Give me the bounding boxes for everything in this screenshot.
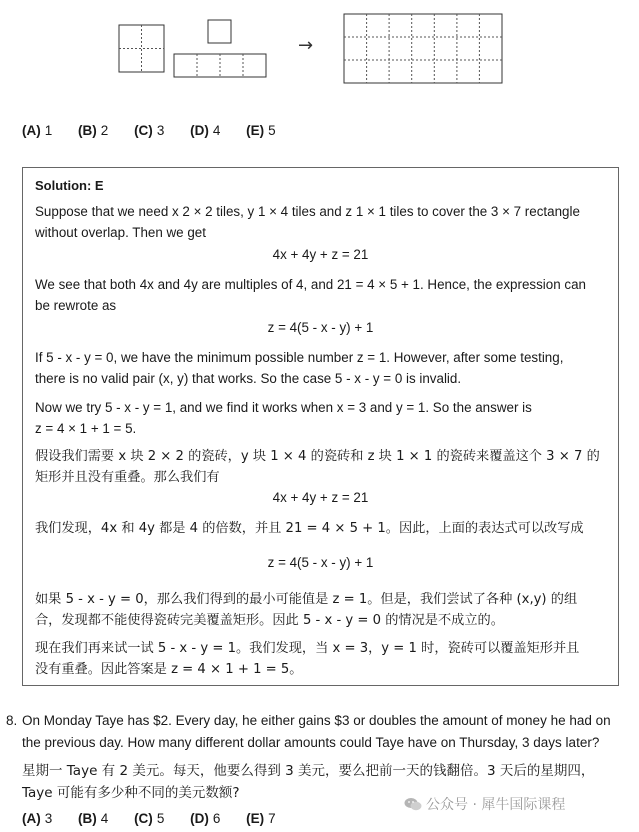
question-number: 8. — [6, 713, 18, 728]
choice-c[interactable]: (C) 3 — [134, 123, 165, 138]
previous-answer-choices — [22, 123, 298, 138]
solution-cn-paragraph-2: 我们发现，4x 和 4y 都是 4 的倍数，并且 21 = 4 × 5 + 1。因此，上面的表达式可以改写成 — [35, 521, 584, 536]
arrow-icon: → — [298, 35, 314, 56]
question-8-en: On Monday Taye has $2. Every day, he either gains $3 or doubles the amount of money he had on the previous day. How many different dollar amounts could Taye have on Thursday, 3 days later? — [22, 713, 611, 750]
tile-1x1 — [208, 20, 231, 43]
choice-a[interactable]: (A) 1 — [22, 123, 53, 138]
solution-cn-paragraph-1: 假设我们需要 x 块 2 × 2 的瓷砖，y 块 1 × 4 的瓷砖和 z 块 1 × 1 的瓷砖来覆盖这个 3 × 7 的 矩形并且没有重叠。那么我们有 — [35, 449, 600, 485]
cn-equation-2: z = 4(5 - x - y) + 1 — [267, 555, 374, 570]
wechat-icon — [404, 797, 422, 811]
solution-en-paragraph-2: We see that both 4x and 4y are multiples of 4, and 21 = 4 × 5 + 1. Hence, the expression can be rewrote as — [35, 277, 586, 313]
rectangle-3x7 — [344, 14, 502, 83]
q8-choice-d[interactable]: (D) 6 — [190, 811, 221, 826]
tile-1x4 — [174, 54, 266, 77]
choice-e[interactable]: (E) 5 — [246, 123, 276, 138]
watermark: 公众号 · 犀牛国际课程 — [404, 794, 565, 814]
cn-equation-1: 4x + 4y + z = 21 — [272, 490, 369, 505]
equation-2: z = 4(5 - x - y) + 1 — [267, 320, 374, 335]
q8-choice-e[interactable]: (E) 7 — [246, 811, 276, 826]
choice-d[interactable]: (D) 4 — [190, 123, 221, 138]
solution-cn-paragraph-4: 现在我们再来试一试 5 - x - y = 1。我们发现，当 x = 3，y = 1 时，瓷砖可以覆盖矩形并且 没有重叠。因此答案是 z = 4 × 1 + 1 = 5。 — [35, 641, 580, 677]
q8-choice-a[interactable]: (A) 3 — [22, 811, 53, 826]
question-8-answer-choices — [22, 811, 298, 826]
choice-b[interactable]: (B) 2 — [78, 123, 109, 138]
q8-choice-b[interactable]: (B) 4 — [78, 811, 109, 826]
tiling-figure — [0, 0, 639, 100]
solution-cn-paragraph-3: 如果 5 - x - y = 0，那么我们得到的最小可能值是 z = 1。但是，我们尝试了各种 (x,y) 的组 合，发现都不能使得瓷砖完美覆盖矩形。因此 5 - x - y = 0 的情况是不成立的。 — [35, 592, 578, 628]
solution-en-paragraph-3: If 5 - x - y = 0, we have the minimum possible number z = 1. However, after some testing, there is no valid pair (x, y) that works. So the case 5 - x - y = 0 is invalid. — [35, 350, 564, 386]
question-8-cn: 星期一 Taye 有 2 美元。每天，他要么得到 3 美元，要么把前一天的钱翻倍。3 天后的星期四， Taye 可能有多少种不同的美元数额? — [22, 763, 595, 801]
tiling-diagram — [0, 0, 639, 100]
solution-title: Solution: E — [35, 178, 104, 193]
solution-en-paragraph-1: Suppose that we need x 2 × 2 tiles, y 1 × 4 tiles and z 1 × 1 tiles to cover the 3 × 7 rectangle without overlap. Then we get — [35, 204, 580, 240]
solution-box — [22, 167, 619, 686]
equation-1: 4x + 4y + z = 21 — [272, 247, 369, 262]
solution-en-paragraph-4: Now we try 5 - x - y = 1, and we find it works when x = 3 and y = 1. So the answer is z = 4 × 1 + 1 = 5. — [35, 400, 532, 436]
q8-choice-c[interactable]: (C) 5 — [134, 811, 165, 826]
tile-2x2 — [119, 25, 164, 72]
